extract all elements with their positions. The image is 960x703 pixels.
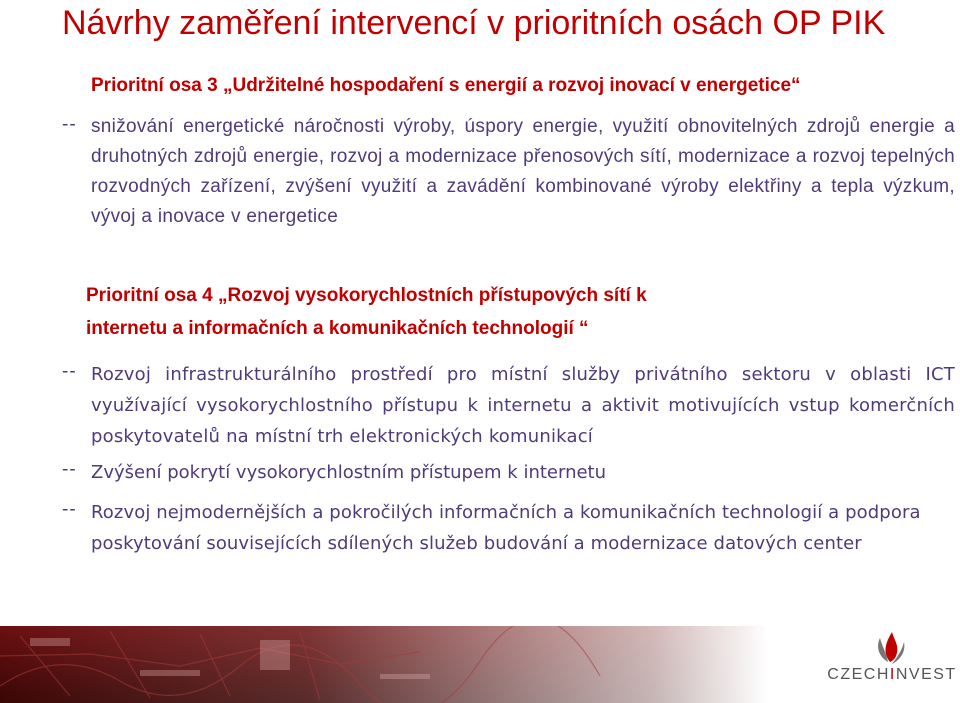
osa3-text: snižování energetické náročnosti výroby, úspory energie, využití obnovitelných zdrojů energie a druhotných zdrojů energie, rozvoj a modernizace přenosových sítí, modernizace a rozvoj tepelných rozvodných zařízení, zvýšení využití a zavádění kombinované výroby elektřiny a tepla výzkum, vývoj a inovace v energetice: [91, 116, 955, 227]
osa3-bullet-marker: --: [62, 114, 77, 135]
osa4-heading-line1: Prioritní osa 4 „Rozvoj vysokorychlostních přístupových sítí k: [86, 285, 647, 306]
osa4-bullet-marker-1: --: [62, 361, 77, 382]
footer-photo-texture: [0, 626, 768, 703]
osa3-heading: Prioritní osa 3 „Udržitelné hospodaření s energií a rozvoj inovací v energetice“: [91, 75, 801, 96]
logo-wordmark: [826, 666, 958, 684]
page-title: Návrhy zaměření intervencí v prioritních osách OP PIK: [62, 4, 886, 42]
footer-photo-band: [0, 626, 768, 703]
czechinvest-logo: [826, 628, 958, 700]
logo-text-accent: I: [889, 666, 896, 683]
osa4-heading-line2: internetu a informačních a komunikačních technologií “: [86, 318, 589, 339]
osa4-bullet-3: Rozvoj nejmodernějších a pokročilých informačních a komunikačních technologií a podpora poskytování souvisejících sdílených služeb budování a modernizace datových center: [91, 502, 921, 554]
osa4-bullet-marker-3: --: [62, 499, 77, 520]
osa4-bullet-1: Rozvoj infrastrukturálního prostředí pro místní služby privátního sektoru v oblasti ICT využívající vysokorychlostního přístupu k internetu a aktivit motivujících vstup komerčních poskytovatelů na místní trh elektronických komunikací: [91, 364, 955, 447]
logo-text-before: CZECH: [827, 666, 890, 683]
czechinvest-flame-icon: [826, 628, 958, 668]
osa4-bullet-2: Zvýšení pokrytí vysokorychlostním přístupem k internetu: [91, 462, 607, 483]
logo-text-after: NVEST: [895, 666, 957, 683]
osa4-bullet-marker-2: --: [62, 459, 77, 480]
